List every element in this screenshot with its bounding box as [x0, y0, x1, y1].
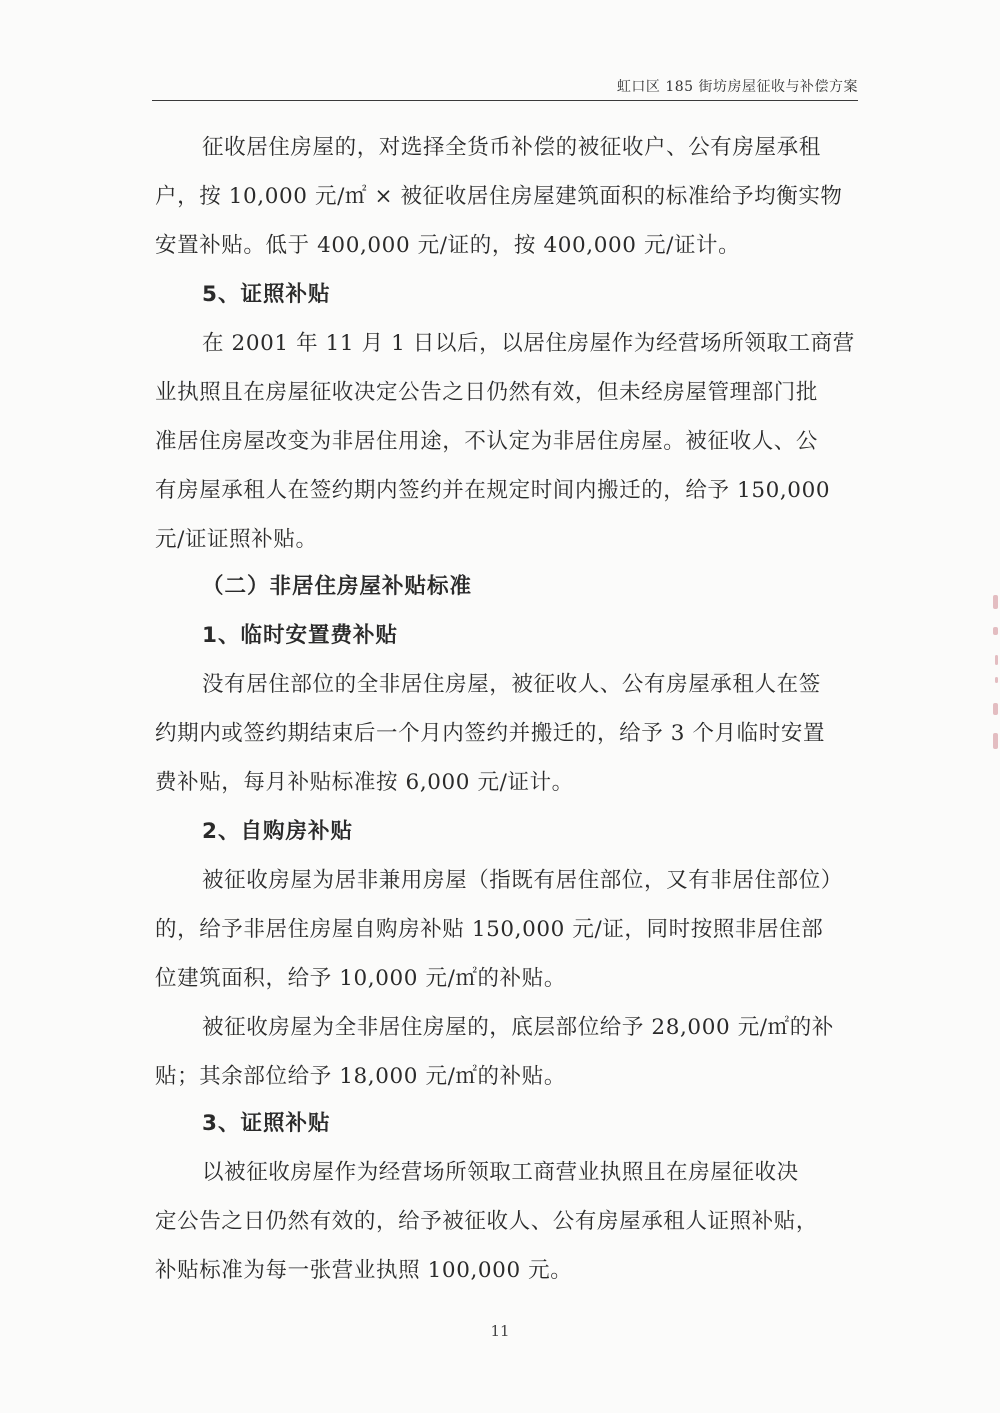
paragraph-line: 位建筑面积，给予 10,000 元/㎡的补贴。: [155, 966, 566, 991]
paragraph-line: 户，按 10,000 元/㎡ × 被征收居住房屋建筑面积的标准给予均衡实物: [155, 184, 843, 209]
section-heading: 5、证照补贴: [202, 282, 331, 307]
paragraph-line: 被征收房屋为全非居住房屋的，底层部位给予 28,000 元/㎡的补: [202, 1015, 834, 1040]
paragraph-line: 元/证证照补贴。: [155, 527, 318, 552]
section-heading: 3、证照补贴: [202, 1111, 331, 1136]
paragraph-line: 约期内或签约期结束后一个月内签约并搬迁的，给予 3 个月临时安置: [155, 721, 826, 746]
paragraph-line: 在 2001 年 11 月 1 日以后，以居住房屋作为经营场所领取工商营: [202, 331, 855, 356]
paragraph-line: 征收居住房屋的，对选择全货币补偿的被征收户、公有房屋承租: [202, 135, 821, 160]
paragraph-line: 以被征收房屋作为经营场所领取工商营业执照且在房屋征收决: [202, 1160, 799, 1185]
paragraph-line: 的，给予非居住房屋自购房补贴 150,000 元/证，同时按照非居住部: [155, 917, 824, 942]
paragraph-line: 贴；其余部位给予 18,000 元/㎡的补贴。: [155, 1064, 566, 1089]
paragraph-line: 准居住房屋改变为非居住用途，不认定为非居住房屋。被征收人、公: [155, 429, 819, 454]
seal-edge-mark: [986, 585, 998, 755]
section-heading: 1、临时安置费补贴: [202, 623, 398, 648]
paragraph-line: 没有居住部位的全非居住房屋，被征收人、公有房屋承租人在签: [202, 672, 821, 697]
header-rule: [152, 100, 858, 101]
paragraph-line: 被征收房屋为居非兼用房屋（指既有居住部位，又有非居住部位）: [202, 868, 843, 893]
paragraph-line: 业执照且在房屋征收决定公告之日仍然有效，但未经房屋管理部门批: [155, 380, 819, 405]
paragraph-line: 费补贴，每月补贴标准按 6,000 元/证计。: [155, 770, 574, 795]
running-header: 虹口区 185 街坊房屋征收与补偿方案: [616, 79, 858, 95]
paragraph-line: 安置补贴。低于 400,000 元/证的，按 400,000 元/证计。: [155, 233, 741, 258]
page-number: 11: [490, 1322, 510, 1340]
paragraph-line: 补贴标准为每一张营业执照 100,000 元。: [155, 1258, 573, 1283]
paragraph-line: 有房屋承租人在签约期内签约并在规定时间内搬迁的，给予 150,000: [155, 478, 831, 503]
section-heading: 2、自购房补贴: [202, 819, 353, 844]
section-heading: （二）非居住房屋补贴标准: [202, 574, 473, 599]
paragraph-line: 定公告之日仍然有效的，给予被征收人、公有房屋承租人证照补贴，: [155, 1209, 819, 1234]
